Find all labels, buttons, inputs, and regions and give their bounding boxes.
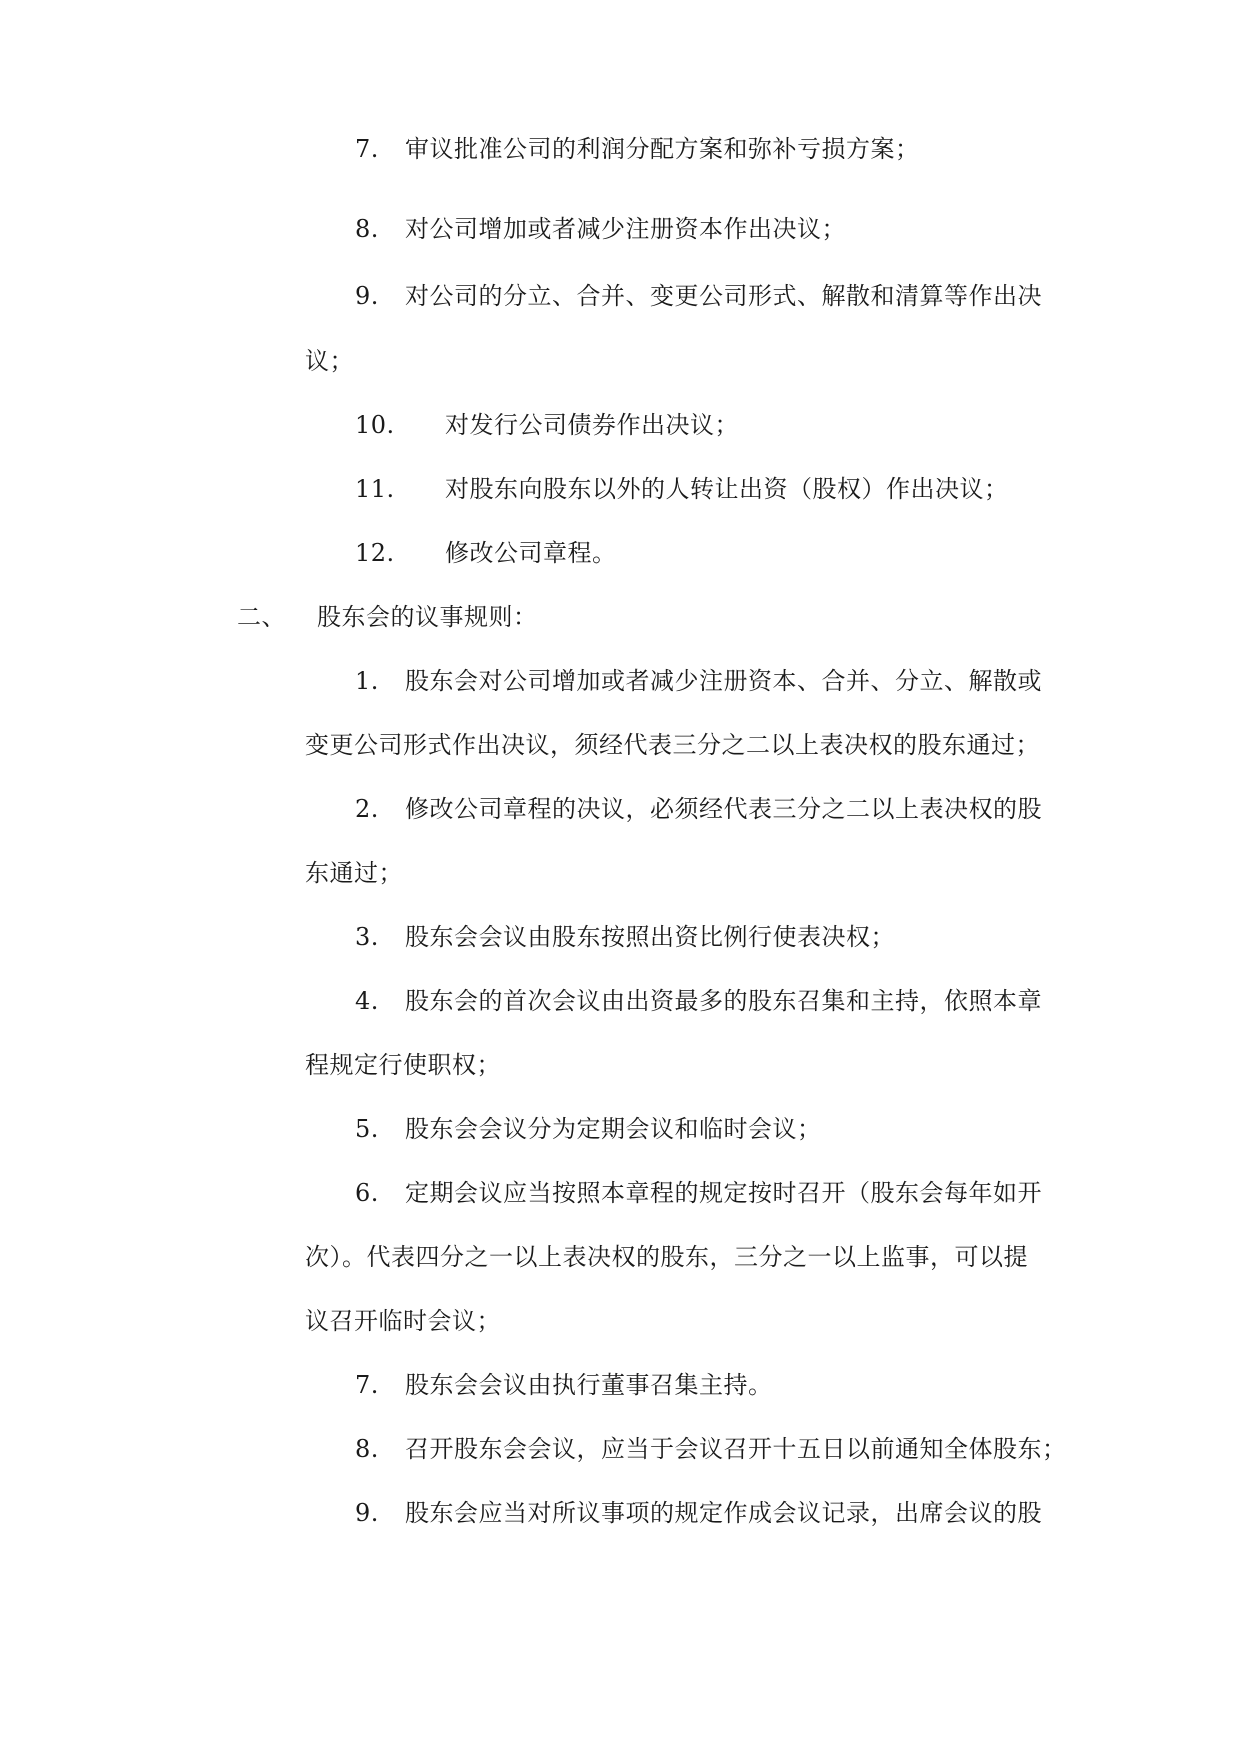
continuation-line [305, 1241, 1028, 1273]
item-number: 9. [355, 282, 379, 310]
item-text: 审议批准公司的利润分配方案和弥补亏损方案； [405, 135, 920, 163]
item-text: 股东会会议由执行董事召集主持。 [405, 1371, 773, 1399]
item-text: 修改公司章程的决议，必须经代表三分之二以上表决权的股 [405, 795, 1042, 823]
item-number: 7. [355, 1371, 379, 1399]
item-number: 8. [355, 215, 379, 243]
section-number: 二、 [237, 603, 286, 631]
item-number: 2. [355, 795, 379, 823]
item-text: 股东会会议分为定期会议和临时会议； [405, 1115, 822, 1143]
item-number: 10. [355, 411, 395, 439]
item-text: 议召开临时会议； [305, 1307, 501, 1335]
item-text: 变更公司形式作出决议，须经代表三分之二以上表决权的股东通过； [305, 731, 1040, 759]
item-text: 股东会会议由股东按照出资比例行使表决权； [405, 923, 895, 951]
item-text: 股东会的首次会议由出资最多的股东召集和主持，依照本章 [405, 987, 1042, 1015]
item-text: 次）。代表四分之一以上表决权的股东，三分之一以上监事，可以提 [305, 1243, 1028, 1271]
item-text: 对公司的分立、合并、变更公司形式、解散和清算等作出决 [405, 282, 1042, 310]
item-number: 5. [355, 1115, 379, 1143]
item-number: 6. [355, 1179, 379, 1207]
item-text: 股东会对公司增加或者减少注册资本、合并、分立、解散或 [405, 667, 1042, 695]
item-number: 11. [355, 475, 395, 503]
item-text: 议； [305, 347, 354, 375]
continuation-line [305, 729, 1040, 761]
item-text: 东通过； [305, 859, 403, 887]
item-text: 定期会议应当按照本章程的规定按时召开（股东会每年如开 [405, 1179, 1042, 1207]
continuation-line [305, 1049, 501, 1081]
item-number: 8. [355, 1435, 379, 1463]
item-number: 12. [355, 539, 395, 567]
continuation-line [305, 1305, 501, 1337]
item-text: 召开股东会会议，应当于会议召开十五日以前通知全体股东； [405, 1435, 1067, 1463]
item-number: 4. [355, 987, 379, 1015]
item-number: 9. [355, 1499, 379, 1527]
item-text: 对股东向股东以外的人转让出资（股权）作出决议； [445, 475, 1009, 503]
item-number: 7. [355, 135, 379, 163]
item-number: 1. [355, 667, 379, 695]
section-title: 股东会的议事规则： [317, 603, 538, 631]
continuation-line [305, 857, 403, 889]
item-text: 股东会应当对所议事项的规定作成会议记录，出席会议的股 [405, 1499, 1042, 1527]
continuation-line [305, 345, 354, 377]
item-text: 修改公司章程。 [445, 539, 617, 567]
item-text: 对公司增加或者减少注册资本作出决议； [405, 215, 846, 243]
item-text: 对发行公司债券作出决议； [445, 411, 739, 439]
item-text: 程规定行使职权； [305, 1051, 501, 1079]
item-number: 3. [355, 923, 379, 951]
